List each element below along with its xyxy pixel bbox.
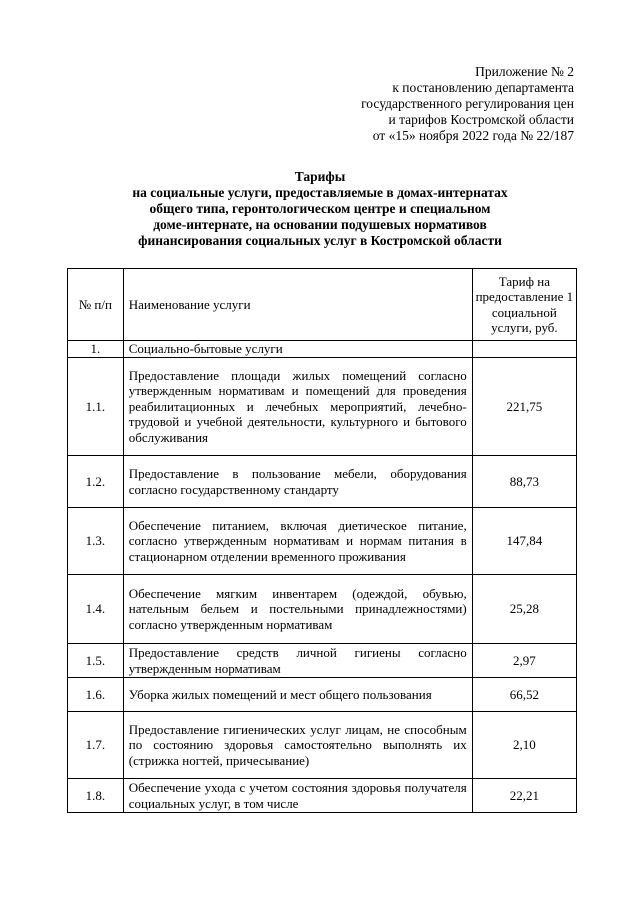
appendix-line: от «15» ноября 2022 года № 22/187 <box>372 128 574 143</box>
row-name: Уборка жилых помещений и мест общего пользования <box>123 678 472 712</box>
title-line: общего типа, геронтологическом центре и специальном <box>149 201 491 216</box>
row-num: 1.3. <box>68 508 124 575</box>
section-price <box>472 341 576 358</box>
table-row <box>68 712 577 779</box>
row-name: Предоставление средств личной гигиены согласно утвержденным нормативам <box>123 644 472 678</box>
row-price: 221,75 <box>472 358 576 456</box>
appendix-block <box>361 64 574 144</box>
row-price: 147,84 <box>472 508 576 575</box>
table-row <box>68 456 577 508</box>
row-name: Предоставление гигиенических услуг лицам, не способным по состоянию здоровья самостоятельно выполнять их (стрижка ногтей, причесывание) <box>123 712 472 779</box>
row-price: 22,21 <box>472 779 576 813</box>
title-line: на социальные услуги, предоставляемые в домах-интернатах <box>132 185 508 200</box>
table-row <box>68 779 577 813</box>
section-num: 1. <box>68 341 124 358</box>
row-num: 1.5. <box>68 644 124 678</box>
table-row <box>68 644 577 678</box>
section-row <box>68 341 577 358</box>
appendix-line: Приложение № 2 <box>475 64 574 79</box>
row-num: 1.8. <box>68 779 124 813</box>
row-price: 88,73 <box>472 456 576 508</box>
table-header-row <box>68 269 577 341</box>
row-price: 2,10 <box>472 712 576 779</box>
header-num: № п/п <box>68 269 124 341</box>
title-line: Тарифы <box>294 169 346 184</box>
row-name: Предоставление площади жилых помещений согласно утвержденным нормативам и помещений для проведения реабилитационных и лечебных мероприятий, лечебно-трудовой и учебной деятельности, культурного и бытового обслуживания <box>123 358 472 456</box>
row-price: 2,97 <box>472 644 576 678</box>
row-name: Обеспечение питанием, включая диетическое питание, согласно утвержденным нормативам и нормам питания в стационарном отделении временного проживания <box>123 508 472 575</box>
title-line: финансирования социальных услуг в Костромской области <box>138 233 502 248</box>
appendix-line: и тарифов Костромской области <box>388 112 574 127</box>
row-name: Предоставление в пользование мебели, оборудования согласно государственному стандарту <box>123 456 472 508</box>
tariff-table <box>67 268 577 813</box>
row-name: Обеспечение мягким инвентарем (одеждой, обувью, нательным бельем и постельными принадлежностями) согласно утвержденным нормативам <box>123 575 472 644</box>
header-price: Тариф на предоставление 1 социальной услуги, руб. <box>472 269 576 341</box>
row-num: 1.6. <box>68 678 124 712</box>
header-name: Наименование услуги <box>123 269 472 341</box>
appendix-line: государственного регулирования цен <box>361 96 574 111</box>
row-name: Обеспечение ухода с учетом состояния здоровья получателя социальных услуг, в том числе <box>123 779 472 813</box>
table-row <box>68 358 577 456</box>
document-title <box>60 169 580 249</box>
section-name: Социально-бытовые услуги <box>123 341 472 358</box>
row-price: 25,28 <box>472 575 576 644</box>
table-row <box>68 575 577 644</box>
row-num: 1.1. <box>68 358 124 456</box>
title-line: доме-интернате, на основании подушевых нормативов <box>153 217 487 232</box>
row-num: 1.4. <box>68 575 124 644</box>
row-num: 1.7. <box>68 712 124 779</box>
appendix-line: к постановлению департамента <box>392 80 574 95</box>
row-price: 66,52 <box>472 678 576 712</box>
table-row <box>68 508 577 575</box>
row-num: 1.2. <box>68 456 124 508</box>
table-row <box>68 678 577 712</box>
